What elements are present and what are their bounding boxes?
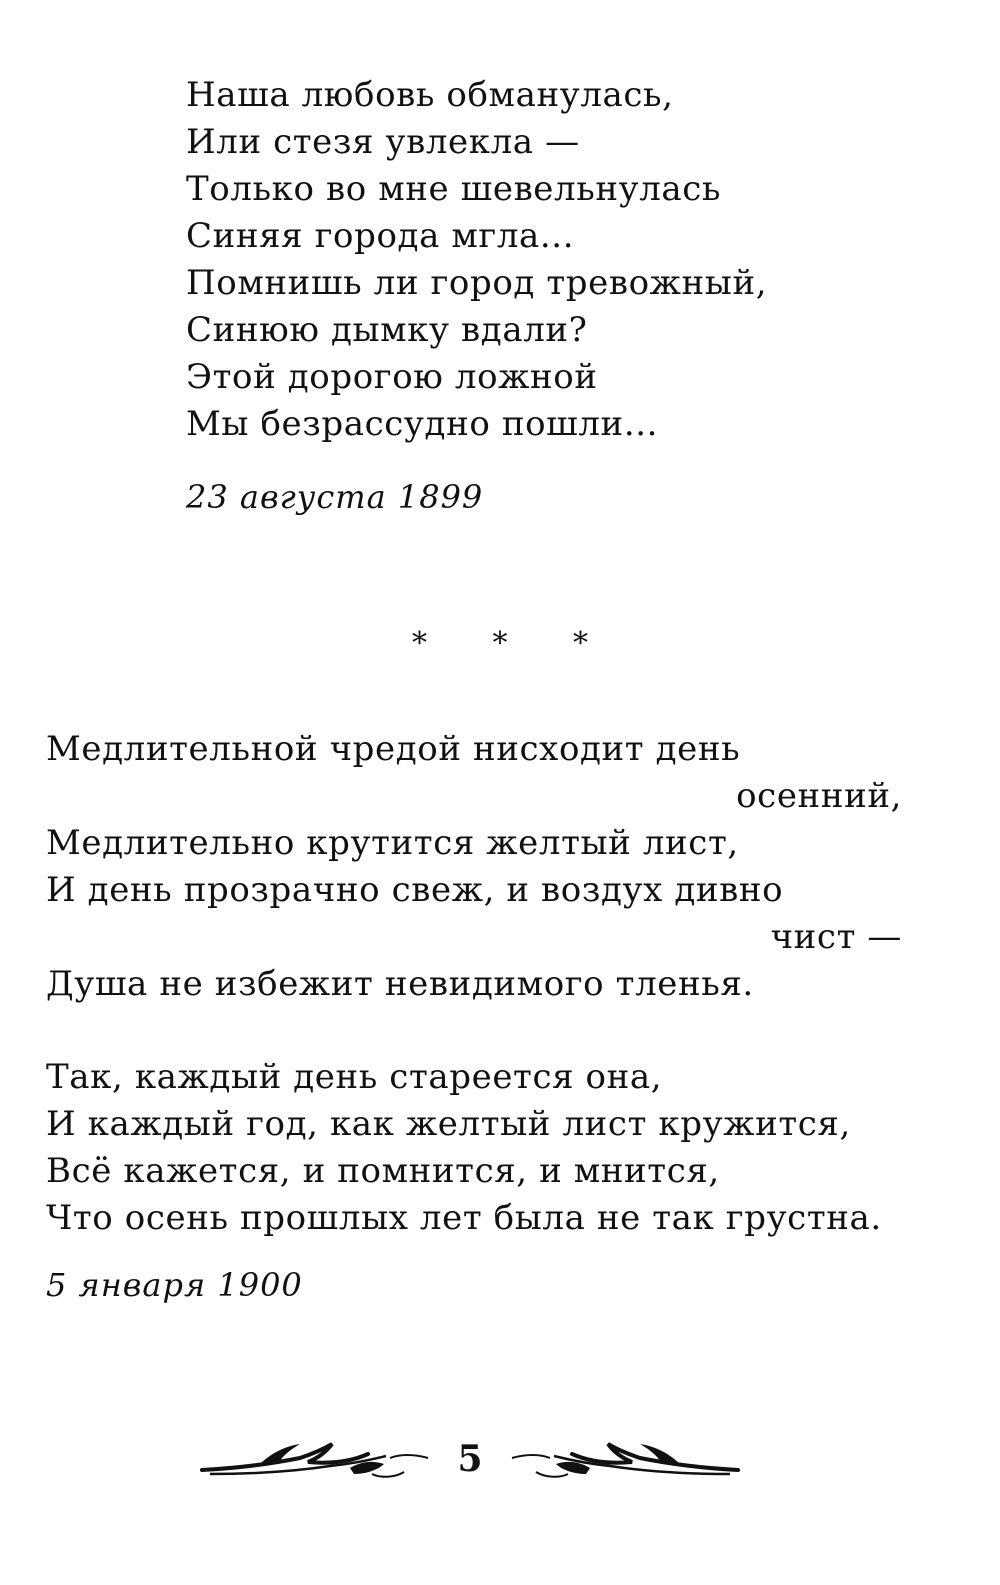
poem-line: Душа не избежит невидимого тленья. (46, 964, 754, 1004)
poem-line: И каждый год, как желтый лист кружится, (46, 1104, 851, 1144)
page-number: 5 (457, 1438, 483, 1480)
poem-date: 5 января 1900 (46, 1266, 303, 1304)
poem-line: Медлительно крутится желтый лист, (46, 823, 739, 863)
poem-line: И день прозрачно свеж, и воздух дивно (46, 870, 784, 910)
poem-line: Наша любовь обманулась, (186, 75, 674, 115)
poem-line: Медлительной чредой нисходит день (46, 729, 741, 769)
poem-line: Синяя города мгла... (186, 216, 575, 256)
poem-line: Всё кажется, и помнится, и мнится, (46, 1151, 720, 1191)
flourish-ornament-left-icon (200, 1434, 435, 1484)
poem-second (46, 726, 902, 1242)
poem-line-continuation: осенний, (736, 776, 902, 816)
poem-line: Помнишь ли город тревожный, (186, 263, 768, 303)
poem-line: Так, каждый день стареется она, (46, 1057, 663, 1097)
poem-line: Только во мне шевельнулась (186, 169, 722, 209)
poem-date: 23 августа 1899 (186, 478, 484, 516)
poem-line: Этой дорогою ложной (186, 357, 598, 397)
poem-first (186, 72, 906, 448)
stanza-gap (46, 1008, 902, 1054)
poem-line-continuation: чист — (770, 917, 902, 957)
poem-line: Что осень прошлых лет была не так грустна. (46, 1198, 882, 1238)
poem-line: Синюю дымку вдали? (186, 310, 588, 350)
page-footer (0, 1420, 1000, 1510)
flourish-ornament-right-icon (505, 1434, 740, 1484)
poem-line: Мы безрассудно пошли... (186, 404, 659, 444)
section-separator: * * * (411, 626, 617, 661)
poem-line: Или стезя увлекла — (186, 122, 580, 162)
